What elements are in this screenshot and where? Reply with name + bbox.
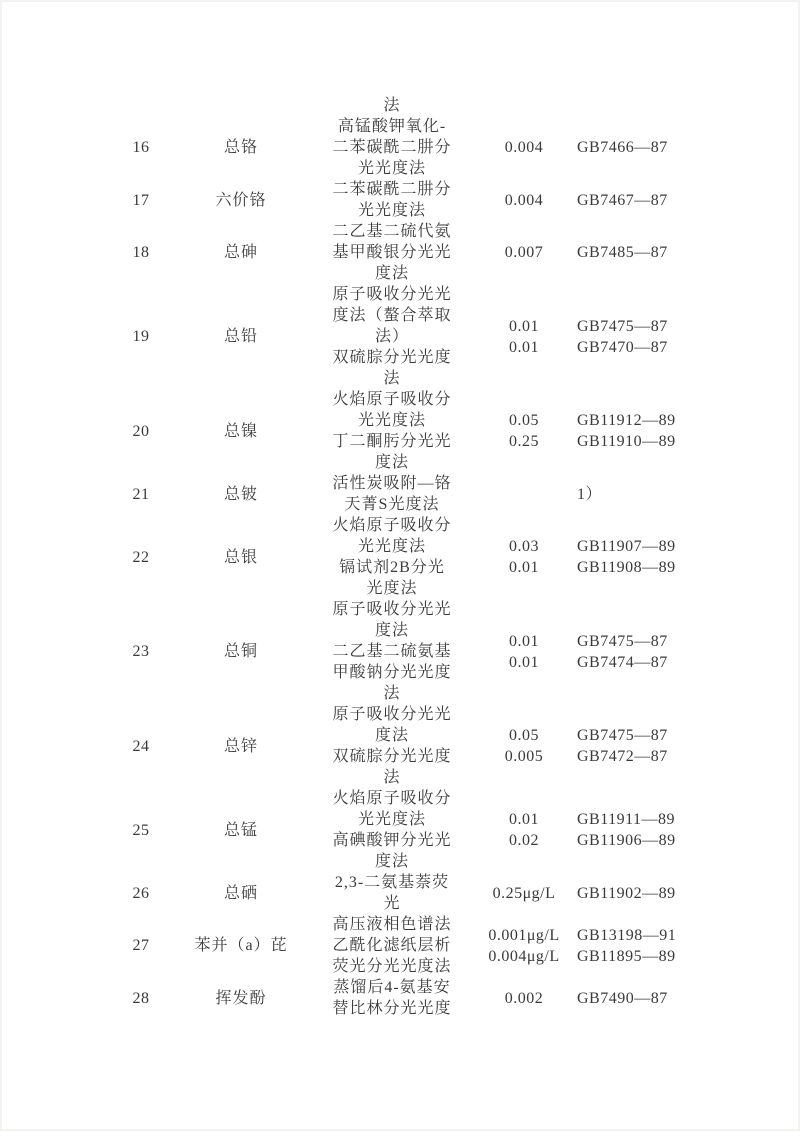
- parameter-name: 六价铬: [215, 191, 267, 209]
- method-line: 替比林分光光度: [332, 1000, 452, 1017]
- standard-cell: [560, 242, 777, 263]
- detection-limit-value: 0.005: [504, 748, 544, 765]
- method-line: 荧光分光光度法: [332, 958, 452, 975]
- parameter-name: 总锰: [223, 821, 258, 839]
- method-cell: [296, 872, 488, 914]
- row-number: 23: [132, 643, 150, 660]
- standard-cell: [560, 137, 777, 158]
- method-line: 光光度法: [357, 202, 426, 219]
- method-cell: [296, 221, 488, 284]
- standard-code: GB7475—87: [577, 632, 668, 650]
- method-line: 天菁S光度法: [344, 496, 440, 513]
- detection-limit-value: 0.05: [509, 412, 539, 429]
- document-table: [0, 95, 800, 1019]
- table-row: [0, 116, 800, 179]
- method-line: 原子吸收分光光: [332, 706, 452, 723]
- row-number: 19: [132, 328, 150, 345]
- method-line: 光光度法: [357, 160, 426, 177]
- method-line: 原子吸收分光光: [332, 286, 452, 303]
- standard-code: GB7470—87: [577, 338, 668, 356]
- parameter-name: 总镍: [223, 422, 258, 440]
- standard-code: GB7472—87: [577, 748, 668, 765]
- detection-limit-value: 0.007: [504, 244, 544, 261]
- method-line: 双硫腙分光光度: [332, 349, 452, 366]
- detection-limit-value: 0.004μg/L: [488, 947, 560, 965]
- standard-code: GB13198—91: [577, 926, 677, 944]
- method-line: 度法: [374, 622, 409, 639]
- method-cell: [296, 914, 488, 977]
- table-row: [0, 179, 800, 221]
- standard-code: GB11911—89: [577, 811, 676, 828]
- detection-limit-value: 0.05: [509, 727, 539, 744]
- parameter-name: 总银: [223, 548, 258, 566]
- standard-cell: [560, 190, 777, 211]
- detection-limit-cell: [488, 631, 560, 673]
- method-line: 高碘酸钾分光光: [332, 832, 452, 849]
- detection-limit-value: 0.03: [509, 538, 539, 555]
- table-row: [0, 284, 800, 389]
- method-line: 光: [383, 895, 401, 912]
- table-row: [0, 872, 800, 914]
- detection-limit-cell: [488, 410, 560, 452]
- detection-limit-value: 0.002: [504, 989, 544, 1007]
- method-line: 二乙基二硫氨基: [332, 643, 452, 660]
- standard-code: GB7475—87: [577, 317, 668, 335]
- method-line: 度法（螯合萃取: [332, 307, 452, 324]
- row-number: 25: [132, 821, 150, 839]
- parameter-name: 总铬: [223, 139, 258, 156]
- detection-limit-cell: [488, 925, 560, 967]
- standard-code: 1）: [577, 485, 603, 503]
- row-number: 28: [132, 989, 150, 1007]
- detection-limit-cell: [488, 137, 560, 158]
- method-line: 丁二酮肟分光光: [332, 433, 452, 450]
- method-line: 光光度法: [357, 811, 426, 828]
- method-line: 原子吸收分光光: [332, 601, 452, 618]
- table-row: [0, 977, 800, 1019]
- method-line: 2,3-二氨基萘荧: [334, 874, 450, 891]
- table-row: [0, 704, 800, 788]
- standard-code: GB7485—87: [577, 244, 668, 261]
- method-line: 活性炭吸附—铬: [332, 475, 452, 492]
- detection-limit-value: 0.004: [504, 139, 544, 156]
- standard-cell: [560, 631, 777, 673]
- method-line: 法）: [374, 328, 409, 345]
- detection-limit-value: 0.01: [509, 317, 539, 335]
- standard-code: GB11906—89: [577, 832, 676, 849]
- row-number: 20: [132, 422, 150, 440]
- method-line: 光光度法: [357, 412, 426, 429]
- standard-cell: [560, 536, 777, 578]
- standard-code: GB7466—87: [577, 139, 668, 156]
- method-line: 度法: [374, 853, 409, 870]
- standard-code: GB11895—89: [577, 947, 676, 965]
- method-line: 火焰原子吸收分: [332, 790, 452, 807]
- standard-code: GB7474—87: [577, 653, 668, 671]
- detection-limit-cell: [488, 725, 560, 767]
- detection-limit-cell: [488, 988, 560, 1009]
- method-cell: [296, 95, 488, 116]
- table-row: [0, 515, 800, 599]
- standard-code: GB11910—89: [577, 433, 676, 450]
- method-cell: [296, 788, 488, 872]
- standard-cell: [560, 809, 777, 851]
- standard-cell: [560, 988, 777, 1009]
- standard-code: GB11908—89: [577, 559, 676, 576]
- detection-limit-value: 0.001μg/L: [488, 926, 560, 944]
- standard-cell: [560, 925, 777, 967]
- standard-cell: [560, 725, 777, 767]
- parameter-name: 总铜: [223, 643, 258, 660]
- method-line: 度法: [374, 454, 409, 471]
- method-line: 光度法: [366, 580, 418, 597]
- parameter-name: 挥发酚: [215, 989, 267, 1007]
- table-row: [0, 599, 800, 704]
- method-cell: [296, 116, 488, 179]
- detection-limit-cell: [488, 242, 560, 263]
- row-number: 17: [132, 191, 150, 209]
- method-line: 基甲酸银分光光: [332, 244, 452, 261]
- row-number: 27: [132, 937, 150, 954]
- row-number: 21: [132, 485, 150, 503]
- method-line: 光光度法: [357, 538, 426, 555]
- standard-cell: [560, 316, 777, 358]
- row-number: 16: [132, 139, 150, 156]
- standard-code: GB11907—89: [577, 538, 676, 555]
- table-row: [0, 221, 800, 284]
- standard-cell: [560, 883, 777, 904]
- detection-limit-cell: [488, 809, 560, 851]
- detection-limit-value: 0.01: [509, 811, 539, 828]
- standard-cell: [560, 484, 777, 505]
- detection-limit-cell: [488, 190, 560, 211]
- method-cell: [296, 599, 488, 704]
- detection-limit-cell: [488, 883, 560, 904]
- method-line: 乙酰化滤纸层析: [332, 937, 452, 954]
- method-line: 法: [383, 769, 401, 786]
- method-line: 度法: [374, 265, 409, 282]
- standard-code: GB7467—87: [577, 191, 668, 209]
- method-cell: [296, 704, 488, 788]
- table-row: [0, 389, 800, 473]
- table-row: [0, 473, 800, 515]
- method-line: 二乙基二硫代氨: [332, 223, 452, 240]
- standard-code: GB7490—87: [577, 989, 668, 1007]
- table-row: [0, 788, 800, 872]
- method-line: 法: [383, 685, 401, 702]
- method-line: 蒸馏后4-氨基安: [333, 979, 451, 996]
- method-line: 度法: [374, 727, 409, 744]
- standard-code: GB7475—87: [577, 727, 668, 744]
- detection-limit-value: 0.25μg/L: [492, 884, 556, 902]
- row-number: 26: [132, 884, 150, 902]
- detection-limit-value: 0.01: [509, 653, 539, 671]
- detection-limit-value: 0.02: [509, 832, 539, 849]
- detection-limit-cell: [488, 316, 560, 358]
- standard-code: GB11902—89: [577, 884, 676, 902]
- row-number: 22: [132, 548, 150, 566]
- detection-limit-value: 0.01: [509, 338, 539, 356]
- method-line: 镉试剂2B分光: [339, 559, 445, 576]
- parameter-name: 苯并（a）芘: [194, 937, 288, 954]
- table-row: [0, 914, 800, 977]
- detection-limit-value: 0.25: [509, 433, 539, 450]
- method-cell: [296, 515, 488, 599]
- standard-cell: [560, 410, 777, 452]
- method-cell: [296, 473, 488, 515]
- method-line: 法: [383, 97, 401, 114]
- method-line: 法: [383, 370, 401, 387]
- row-number: 18: [132, 244, 150, 261]
- table-row: [0, 95, 800, 116]
- method-line: 火焰原子吸收分: [332, 517, 452, 534]
- parameter-name: 总铍: [223, 485, 258, 503]
- method-cell: [296, 977, 488, 1019]
- method-line: 高锰酸钾氧化-: [337, 118, 447, 135]
- method-line: 二苯碳酰二肼分: [332, 139, 452, 156]
- method-line: 火焰原子吸收分: [332, 391, 452, 408]
- method-line: 二苯碳酰二肼分: [332, 181, 452, 198]
- detection-limit-value: 0.01: [509, 559, 539, 576]
- method-line: 双硫腙分光光度: [332, 748, 452, 765]
- method-line: 高压液相色谱法: [332, 916, 452, 933]
- parameter-name: 总铅: [223, 328, 258, 345]
- method-cell: [296, 389, 488, 473]
- standard-code: GB11912—89: [577, 412, 676, 429]
- parameter-name: 总砷: [223, 244, 258, 261]
- method-line: 甲酸钠分光光度: [332, 664, 452, 681]
- method-cell: [296, 284, 488, 389]
- method-cell: [296, 179, 488, 221]
- parameter-name: 总锌: [223, 737, 258, 755]
- detection-limit-cell: [488, 536, 560, 578]
- detection-limit-value: 0.01: [509, 632, 539, 650]
- parameter-name: 总硒: [223, 884, 258, 902]
- row-number: 24: [132, 737, 150, 755]
- detection-limit-value: 0.004: [504, 191, 544, 209]
